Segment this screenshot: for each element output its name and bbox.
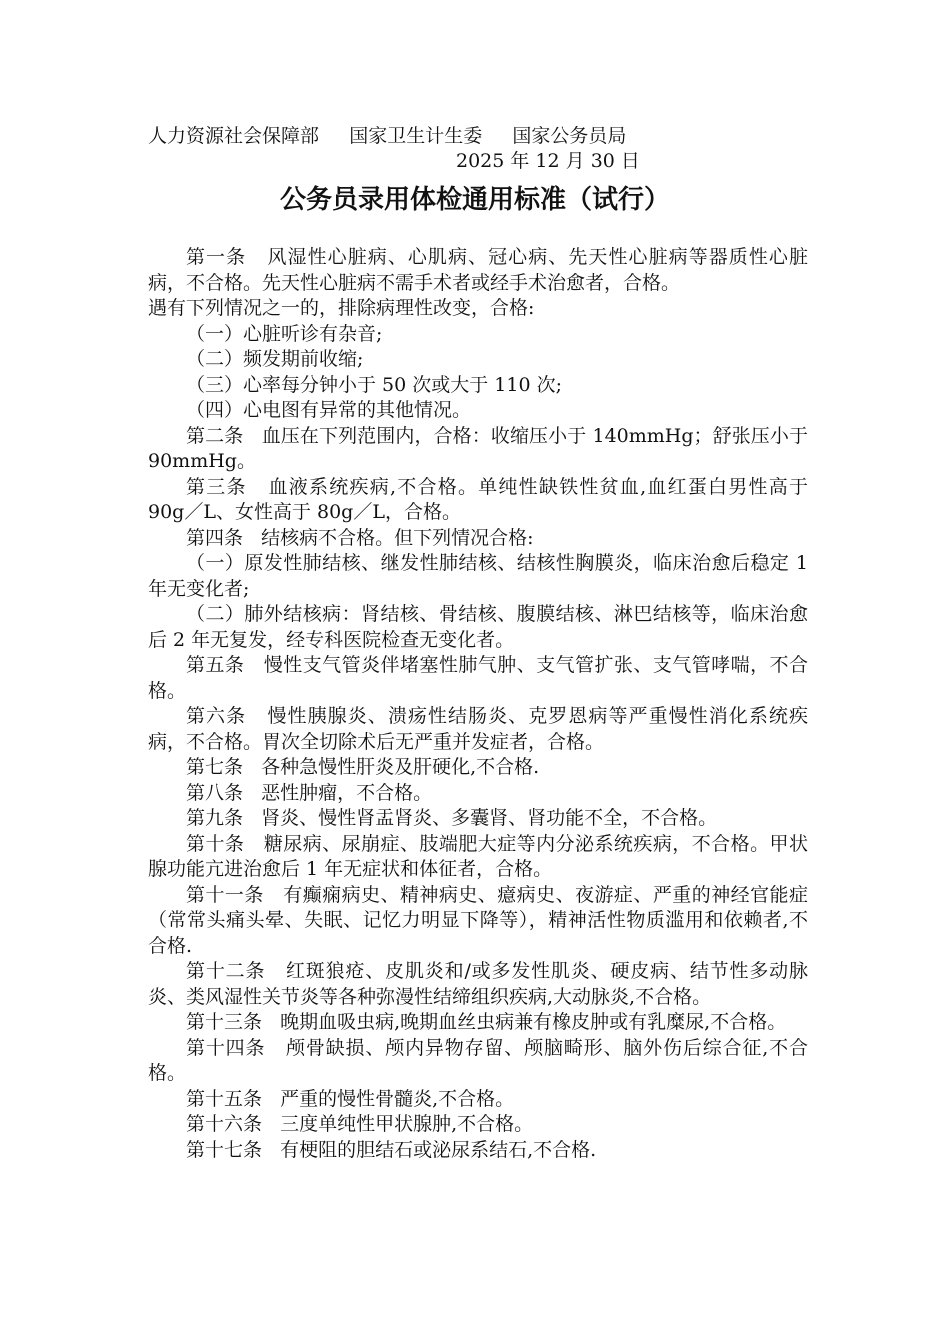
article-text: 血压在下列范围内，合格：收缩压小于 140mmHg；舒张压小于 90mmHg。 [148,424,808,472]
article-number: 第十条 [186,832,264,855]
article-paragraph [148,1087,808,1113]
article-text: （二）肺外结核病：肾结核、骨结核、腹膜结核、淋巴结核等，临床治愈后 2 年无复发，经专科医院检查无变化者。 [148,603,808,651]
article-number: 第二条 [186,424,262,447]
article-number: 第十二条 [186,960,286,982]
article-text: 结核病不合格。但下列情况合格: [261,526,534,549]
article-number: 第四条 [186,526,262,549]
article-paragraph [148,704,808,755]
article-paragraph [148,959,808,1010]
article-text: （三）心率每分钟小于 50 次或大于 110 次; [186,373,563,396]
article-paragraph [148,755,808,781]
document-title: 公务员录用体检通用标准（试行） [279,185,670,215]
article-paragraph [148,296,808,322]
article-text: 红斑狼疮、皮肌炎和/或多发性肌炎、硬皮病、结节性多动脉炎、类风湿性关节炎等各种弥漫性结缔组织疾病,大动脉炎,不合格。 [148,960,808,1008]
article-text: 慢性支气管炎伴堵塞性肺气肿、支气管扩张、支气管哮喘，不合格。 [148,654,808,702]
article-text: 肾炎、慢性肾盂肾炎、多囊肾、肾功能不全，不合格。 [261,807,718,829]
article-paragraph [148,806,808,832]
article-number: 第十四条 [186,1036,287,1059]
article-text: 风湿性心脏病、心肌病、冠心病、先天性心脏病等器质性心脏病，不合格。先天性心脏病不需手术者或经手术治愈者，合格。 [148,246,808,294]
article-text: 各种急慢性肝炎及肝硬化,不合格. [261,756,540,778]
article-text: 血液系统疾病,不合格。单纯性缺铁性贫血,血红蛋白男性高于 90g／L、女性高于 80g／L，合格。 [148,475,808,523]
article-number: 第六条 [186,705,268,727]
issuing-authorities: 人力资源社会保障部 国家卫生计生委 国家公务员局 [148,125,627,147]
article-text: 有癫痫病史、精神病史、癔病史、夜游症、严重的神经官能症（常常头痛头晕、失眠、记忆力明显下降等），精神活性物质滥用和依赖者,不合格. [148,883,808,957]
article-text: （二）频发期前收缩; [186,348,364,370]
article-number: 第十五条 [186,1087,281,1110]
article-paragraph [148,526,808,552]
article-text: （一）心脏听诊有杂音; [186,322,383,345]
article-paragraph [148,653,808,704]
article-paragraph [148,475,808,526]
article-number: 第九条 [186,807,262,829]
article-paragraph [148,781,808,807]
article-paragraph [148,245,808,296]
document-body [148,245,808,1163]
article-paragraph [148,322,808,348]
article-paragraph [148,1010,808,1036]
issue-date: 2025 年 12 月 30 日 [456,150,640,172]
article-number: 第七条 [186,756,262,778]
article-number: 第十一条 [186,883,284,906]
article-text: 慢性胰腺炎、溃疡性结肠炎、克罗恩病等严重慢性消化系统疾病，不合格。胃次全切除术后无严重并发症者，合格。 [148,705,808,753]
article-text: 严重的慢性骨髓炎,不合格。 [280,1087,515,1110]
article-paragraph [148,373,808,399]
article-text: 糖尿病、尿崩症、肢端肥大症等内分泌系统疾病，不合格。甲状腺功能亢进治愈后 1 年无症状和体征者，合格。 [148,832,808,880]
article-text: （四）心电图有异常的其他情况。 [186,399,472,421]
article-paragraph [148,1112,808,1138]
article-text: 遇有下列情况之一的，排除病理性改变，合格: [148,297,535,319]
article-paragraph [148,832,808,883]
article-paragraph [148,551,808,602]
article-number: 第十七条 [186,1138,281,1161]
article-text: （一）原发性肺结核、继发性肺结核、结核性胸膜炎，临床治愈后稳定 1 年无变化者; [148,552,808,600]
article-number: 第三条 [186,475,269,498]
article-text: 有梗阻的胆结石或泌尿系结石,不合格. [280,1138,597,1161]
article-number: 第八条 [186,781,262,804]
article-paragraph [148,424,808,475]
article-paragraph [148,883,808,960]
article-paragraph [148,602,808,653]
article-text: 恶性肿瘤，不合格。 [261,781,433,804]
article-paragraph [148,398,808,424]
article-number: 第十三条 [186,1011,281,1033]
article-text: 颅骨缺损、颅内异物存留、颅脑畸形、脑外伤后综合征,不合格。 [148,1036,808,1084]
article-paragraph [148,347,808,373]
article-number: 第五条 [186,654,264,676]
article-number: 第十六条 [186,1113,281,1135]
article-paragraph [148,1036,808,1087]
article-paragraph [148,1138,808,1164]
article-text: 晚期血吸虫病,晚期血丝虫病兼有橡皮肿或有乳糜尿,不合格。 [280,1011,787,1033]
article-number: 第一条 [186,246,268,268]
article-text: 三度单纯性甲状腺肿,不合格。 [280,1113,534,1135]
